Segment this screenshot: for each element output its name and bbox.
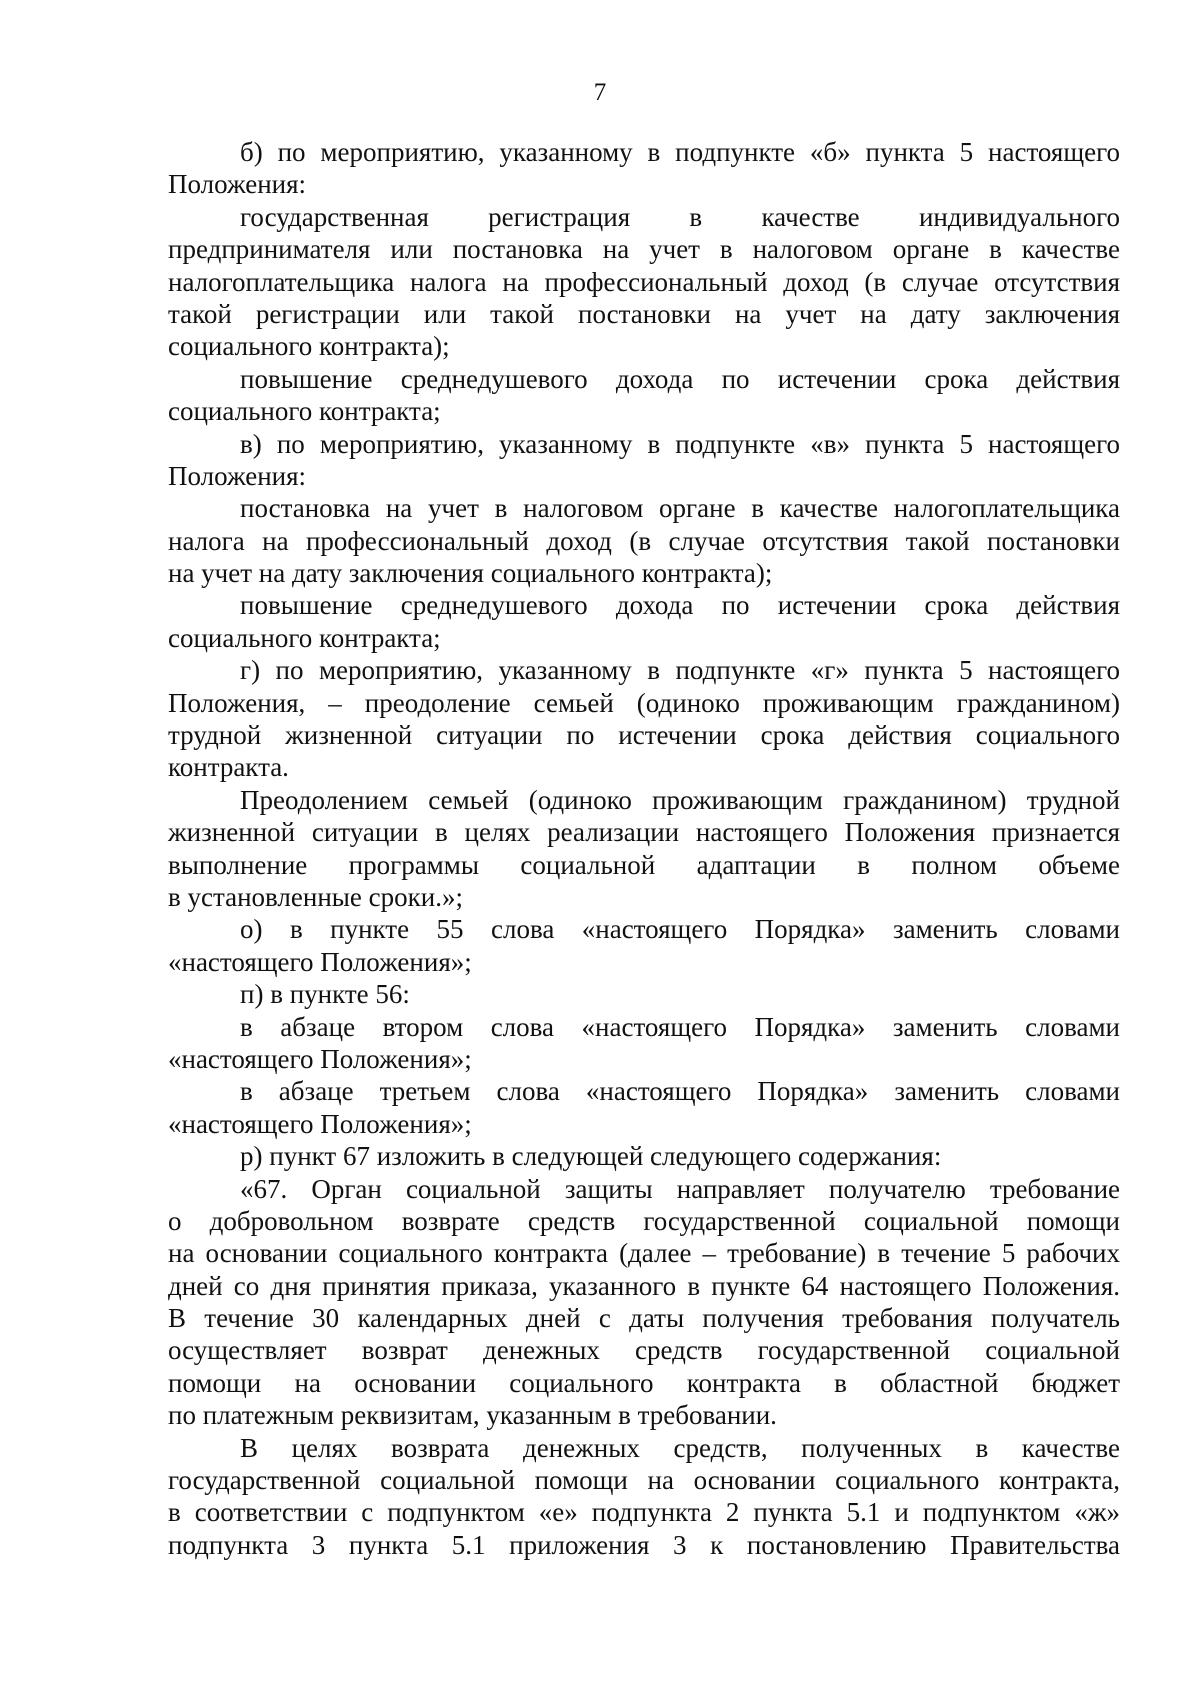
- text-line: на основании социального контракта (далее – требование) в течение 5 рабочих: [168, 1238, 1120, 1269]
- text-line: в установленные сроки.»;: [168, 881, 463, 912]
- text-line: «67. Орган социальной защиты направляет получателю требование: [240, 1173, 1120, 1204]
- text-line: дней со дня принятия приказа, указанного в пункте 64 настоящего Положения.: [168, 1270, 1120, 1301]
- text-line: в абзаце втором слова «настоящего Порядка» заменить словами: [240, 1011, 1120, 1042]
- text-line: п) в пункте 56:: [240, 979, 410, 1010]
- text-line: налогоплательщика налога на профессиональный доход (в случае отсутствия: [168, 266, 1120, 297]
- text-line: контракта.: [168, 752, 289, 783]
- text-line: в соответствии с подпунктом «е» подпункта 2 пункта 5.1 и подпунктом «ж»: [168, 1497, 1120, 1528]
- text-line: трудной жизненной ситуации по истечении срока действия социального: [168, 720, 1120, 751]
- text-line: о добровольном возврате средств государственной социальной помощи: [168, 1205, 1120, 1236]
- text-line: государственная регистрация в качестве индивидуального: [240, 201, 1120, 232]
- page-number: 7: [593, 79, 607, 106]
- text-line: социального контракта;: [168, 622, 441, 653]
- text-line: Преодолением семьей (одиноко проживающим гражданином) трудной: [240, 784, 1120, 815]
- text-line: постановка на учет в налоговом органе в качестве налогоплательщика: [240, 493, 1120, 524]
- text-line: Положения, – преодоление семьей (одиноко проживающим гражданином): [168, 687, 1120, 718]
- text-line: «настоящего Положения»;: [168, 1108, 472, 1139]
- text-line: такой регистрации или такой постановки на учет на дату заключения: [168, 298, 1120, 329]
- text-line: повышение среднедушевого дохода по истечении срока действия: [240, 590, 1120, 621]
- text-line: социального контракта);: [168, 331, 450, 362]
- text-line: помощи на основании социального контракта в областной бюджет: [168, 1367, 1120, 1398]
- text-line: государственной социальной помощи на основании социального контракта,: [168, 1465, 1120, 1496]
- text-line: В течение 30 календарных дней с даты получения требования получатель: [168, 1303, 1120, 1334]
- text-line: предпринимателя или постановка на учет в налоговом органе в качестве: [168, 234, 1120, 265]
- text-line: повышение среднедушевого дохода по истечении срока действия: [240, 363, 1120, 394]
- text-line: о) в пункте 55 слова «настоящего Порядка» заменить словами: [240, 914, 1120, 945]
- text-line: налога на профессиональный доход (в случае отсутствия такой постановки: [168, 525, 1120, 556]
- text-line: подпункта 3 пункта 5.1 приложения 3 к постановлению Правительства: [168, 1529, 1120, 1560]
- text-line: «настоящего Положения»;: [168, 946, 472, 977]
- text-line: «настоящего Положения»;: [168, 1043, 472, 1074]
- text-line: жизненной ситуации в целях реализации настоящего Положения признается: [168, 817, 1120, 848]
- text-line: по платежным реквизитам, указанным в требовании.: [168, 1400, 777, 1431]
- text-line: выполнение программы социальной адаптации в полном объеме: [168, 849, 1120, 880]
- text-line: осуществляет возврат денежных средств государственной социальной: [168, 1335, 1120, 1366]
- text-line: социального контракта;: [168, 396, 441, 427]
- text-line: на учет на дату заключения социального контракта);: [168, 558, 773, 589]
- document-body: [168, 136, 1120, 1561]
- text-line: Положения:: [168, 169, 307, 200]
- text-line: в абзаце третьем слова «настоящего Порядка» заменить словами: [240, 1076, 1120, 1107]
- text-line: В целях возврата денежных средств, полученных в качестве: [240, 1432, 1120, 1463]
- text-line: г) по мероприятию, указанному в подпункте «г» пункта 5 настоящего: [240, 655, 1120, 686]
- text-line: в) по мероприятию, указанному в подпункте «в» пункта 5 настоящего: [240, 428, 1120, 459]
- text-line: Положения:: [168, 460, 307, 491]
- text-line: р) пункт 67 изложить в следующей следующего содержания:: [240, 1141, 942, 1172]
- text-line: б) по мероприятию, указанному в подпункте «б» пункта 5 настоящего: [240, 137, 1120, 167]
